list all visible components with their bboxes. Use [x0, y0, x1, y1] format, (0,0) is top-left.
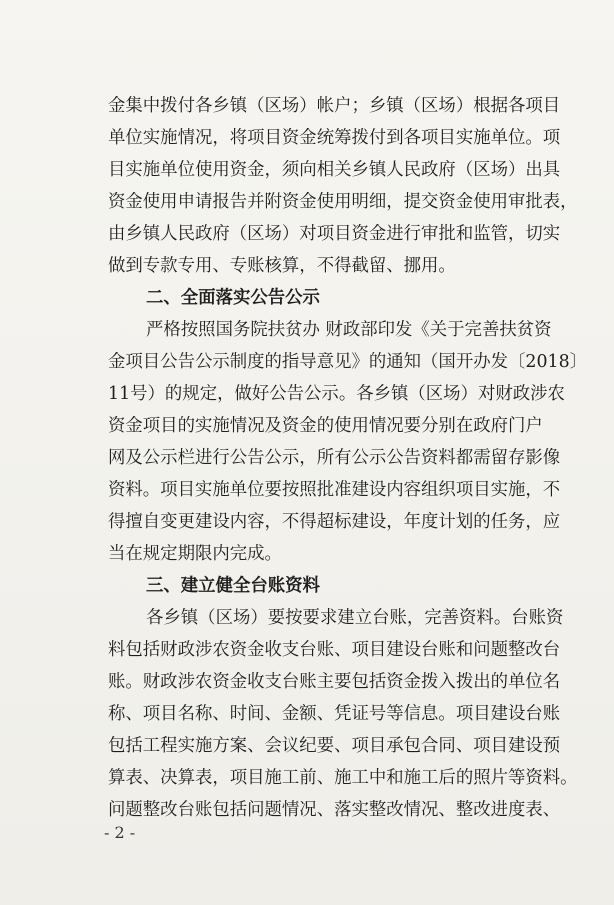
paragraph-3-line: 各乡镇（区场）要按要求建立台账，完善资料。台账资	[146, 608, 564, 628]
page-number: - 2 -	[104, 823, 136, 842]
paragraph-2-line: 当在规定期限内完成。	[108, 544, 282, 564]
paragraph-2-line: 得擅自变更建设内容，不得超标建设，年度计划的任务，应	[108, 512, 561, 532]
paragraph-2-line: 金项目公告公示制度的指导意见》的通知（国开办发〔2018〕	[108, 352, 588, 372]
paragraph-1-line: 由乡镇人民政府（区场）对项目资金进行审批和监管，切实	[108, 224, 561, 244]
paragraph-2-line: 网及公示栏进行公告公示，所有公示公告资料都需留存影像	[108, 448, 561, 468]
paragraph-3-line: 包括工程实施方案、会议纪要、项目承包合同、项目建设预	[108, 736, 561, 756]
section-heading-3: 三、建立健全台账资料	[146, 576, 320, 596]
paragraph-3-line: 称、项目名称、时间、金额、凭证号等信息。项目建设台账	[108, 704, 561, 724]
paragraph-1-line: 金集中拨付各乡镇（区场）帐户；乡镇（区场）根据各项目	[108, 96, 561, 116]
paragraph-1-line: 单位实施情况，将项目资金统筹拨付到各项目实施单位。项	[108, 128, 561, 148]
paragraph-3-line: 算表、决算表，项目施工前、施工中和施工后的照片等资料。	[108, 768, 578, 788]
paragraph-3-line: 问题整改台账包括问题情况、落实整改情况、整改进度表、	[108, 800, 561, 820]
section-heading-2: 二、全面落实公告公示	[146, 288, 320, 308]
paragraph-1-line: 资金使用申请报告并附资金使用明细，提交资金使用审批表，	[108, 192, 578, 212]
paragraph-3-line: 料包括财政涉农资金收支台账、项目建设台账和问题整改台	[108, 640, 561, 660]
paragraph-2-line: 严格按照国务院扶贫办 财政部印发《关于完善扶贫资	[146, 320, 552, 340]
paragraph-2-line: 资料。项目实施单位要按照批准建设内容组织项目实施，不	[108, 480, 561, 500]
paragraph-2-line: 资金项目的实施情况及资金的使用情况要分别在政府门户	[108, 416, 543, 436]
paragraph-1-line: 做到专款专用、专账核算，不得截留、挪用。	[108, 256, 456, 276]
paragraph-1-line: 目实施单位使用资金，须向相关乡镇人民政府（区场）出具	[108, 160, 561, 180]
paragraph-2-line: 11号）的规定，做好公告公示。各乡镇（区场）对财政涉农	[108, 384, 565, 404]
paragraph-3-line: 账。财政涉农资金收支台账主要包括资金拨入拨出的单位名	[108, 672, 561, 692]
